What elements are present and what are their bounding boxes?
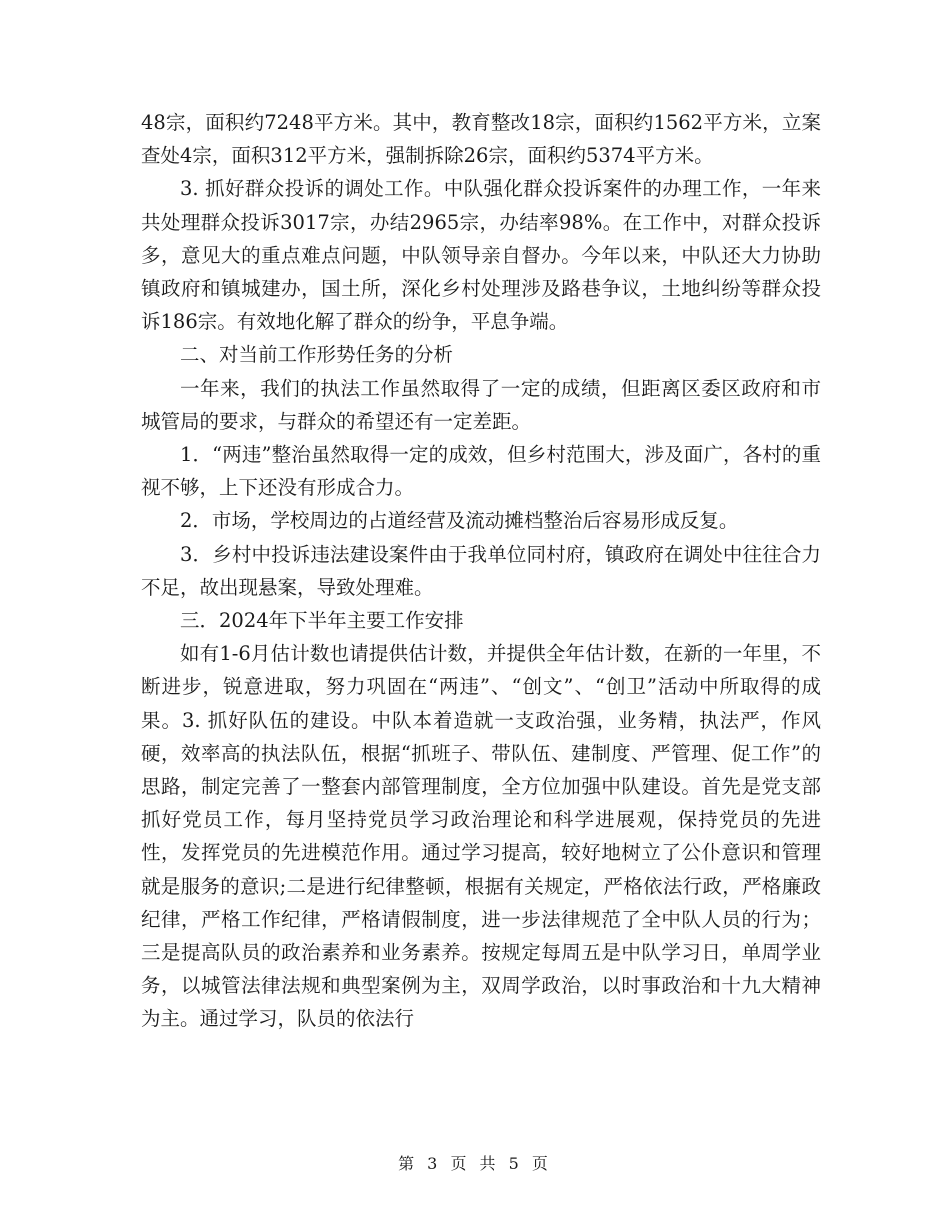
paragraph-5: 1．“两违”整治虽然取得一定的成效，但乡村范围大，涉及面广，各村的重视不够，上下还没有形成合力。 [141,443,821,500]
document-body [141,106,821,1036]
page-number-footer: 第 3 页 共 5 页 [398,1154,552,1173]
paragraph-9: 如有1-6月估计数也请提供估计数，并提供全年估计数，在新的一年里，不断进步，锐意进取，努力巩固在“两违”、“创文”、“创卫”活动中所取得的成果。3. 抓好队伍的建设。中队本着造就一支政治强，业务精，执法严，作风硬，效率高的执法队伍，根据“抓班子、带队伍、建制度、严管理、促工作”的思路，制定完善了一整套内部管理制度，全方位加强中队建设。首先是党支部抓好党员工作，每月坚持党员学习政治理论和科学进展观，保持党员的先进性，发挥党员的先进模范作用。通过学习提高，较好地树立了公仆意识和管理就是服务的意识;二是进行纪律整顿，根据有关规定，严格依法行政，严格廉政纪律，严格工作纪律，严格请假制度，进一步法律规范了全中队人员的行为；三是提高队员的政治素养和业务素养。按规定每周五是中队学习日，单周学业务，以城管法律法规和典型案例为主，双周学政治，以时事政治和十九大精神为主。通过学习，队员的依法行 [141,642,821,1031]
paragraph-6: 2．市场，学校周边的占道经营及流动摊档整治后容易形成反复。 [180,509,739,533]
paragraph-2: 3. 抓好群众投诉的调处工作。中队强化群众投诉案件的办理工作，一年来共处理群众投诉3017宗，办结2965宗，办结率98%。在工作中，对群众投诉多，意见大的重点难点问题，中队领导亲自督办。今年以来，中队还大力协助镇政府和镇城建办，国土所，深化乡村处理涉及路巷争议，土地纠纷等群众投诉186宗。有效地化解了群众的纷争，平息争端。 [141,177,821,334]
section-heading-3: 三．2024年下半年主要工作安排 [180,609,464,633]
paragraph-7: 3．乡村中投诉违法建设案件由于我单位同村府，镇政府在调处中往往合力不足，故出现悬案，导致处理难。 [141,542,821,599]
paragraph-1: 48宗，面积约7248平方米。其中，教育整改18宗，面积约1562平方米，立案查处4宗，面积312平方米，强制拆除26宗，面积约5374平方米。 [141,111,821,168]
paragraph-4: 一年来，我们的执法工作虽然取得了一定的成绩，但距离区委区政府和市城管局的要求，与群众的希望还有一定差距。 [141,376,821,433]
section-heading-2: 二、对当前工作形势任务的分析 [180,343,454,367]
